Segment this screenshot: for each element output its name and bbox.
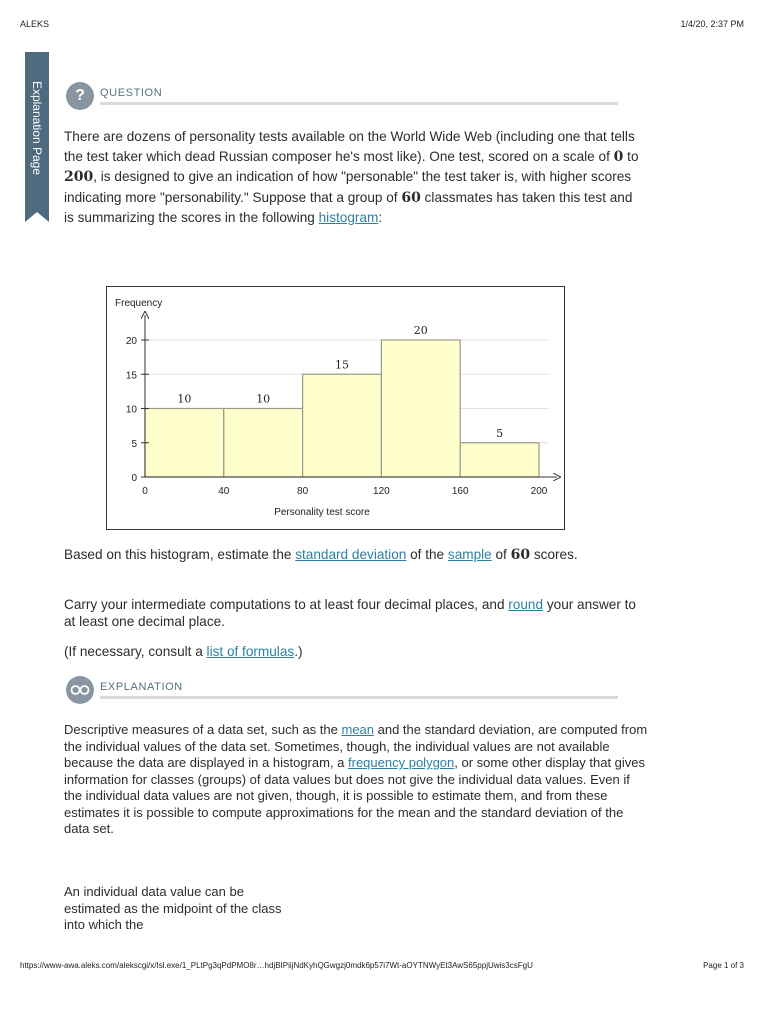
question-text: of the xyxy=(406,547,448,562)
x-tick-label: 200 xyxy=(530,486,548,497)
y-tick-label: 5 xyxy=(131,438,137,450)
y-tick-label: 0 xyxy=(131,473,137,484)
x-tick-label: 0 xyxy=(142,486,148,497)
math-zero: 0 xyxy=(613,148,624,165)
question-text: (If necessary, consult a xyxy=(64,644,207,659)
question-text: your answer to at least one decimal place. xyxy=(64,597,636,629)
explanation-section-header xyxy=(66,676,618,706)
question-text: : xyxy=(378,210,383,226)
standard-deviation-link[interactable]: standard deviation xyxy=(295,547,407,562)
bar-value-label: 15 xyxy=(335,358,349,372)
question-text: classmates has taken this test and is summarizing the scores in the following xyxy=(64,189,633,226)
explanation-paragraph-1 xyxy=(64,722,649,838)
glasses-icon xyxy=(66,676,94,704)
histogram-bar xyxy=(460,443,539,477)
bar-value-label: 10 xyxy=(177,392,192,406)
y-tick-label: 15 xyxy=(125,370,137,382)
x-axis-label: Personality test score xyxy=(274,507,370,518)
list-of-formulas-link[interactable]: list of formulas xyxy=(206,644,295,659)
header-app-name: ALEKS xyxy=(20,19,50,29)
math-sixty: 60 xyxy=(510,547,531,563)
mean-link[interactable]: mean xyxy=(341,722,374,737)
question-text: .) xyxy=(294,644,303,659)
question-text: of xyxy=(491,547,511,562)
explanation-paragraph-2: An individual data value can be estimated as the midpoint of the class into which the xyxy=(64,884,282,932)
question-text: to xyxy=(623,148,639,164)
explanation-text: Descriptive measures of a data set, such as the xyxy=(64,722,342,737)
question-text: scores. xyxy=(530,547,578,562)
y-tick-label: 10 xyxy=(125,404,137,416)
instruction-paragraph-1 xyxy=(64,545,644,566)
header-timestamp: 1/4/20, 2:37 PM xyxy=(680,19,744,29)
instruction-paragraph-3 xyxy=(64,642,644,662)
footer-url: https://www-awa.aleks.com/alekscgi/x/Isl.exe/1_PLtPg3qPdPMO8r…hdjBIPiijNdKyhQGwgzj0mdk6p57i7Wt-aOYTNWyEt3AwS65ppjUwis3csFgU xyxy=(20,961,533,970)
question-label: QUESTION xyxy=(100,87,163,99)
explanation-text: and the standard deviation, are computed from the individual values of the data set. Sometimes, though, the individual values are not available because the data are displayed in a histogram, a xyxy=(64,722,648,770)
frequency-polygon-link[interactable]: frequency polygon xyxy=(348,755,455,770)
histogram-chart xyxy=(106,286,565,530)
explanation-label: EXPLANATION xyxy=(100,681,183,693)
sample-link[interactable]: sample xyxy=(447,547,492,562)
question-text: , is designed to give an indication of how "personable" the test taker is, with higher scores indicating more "personability." Suppose that a group of xyxy=(64,169,632,205)
math-two-hundred: 200 xyxy=(64,169,94,186)
x-tick-label: 40 xyxy=(218,486,230,497)
x-tick-label: 120 xyxy=(373,486,390,497)
explanation-divider xyxy=(100,696,618,699)
histogram-svg xyxy=(107,287,564,529)
bar-value-label: 20 xyxy=(413,324,428,337)
math-sixty: 60 xyxy=(401,189,421,206)
y-axis-label: Frequency xyxy=(115,298,163,309)
round-link[interactable]: round xyxy=(508,597,544,612)
explanation-text: , or some other display that gives information for classes (groups) of data values but does not give the individual data values. Even if the individual data values are not given, though, it is possible to estimate them, and from these estimates it is possible to compute approximations for the mean and the standard deviation of the data set. xyxy=(64,755,646,836)
histogram-bar xyxy=(224,409,303,478)
question-mark-icon: ? xyxy=(66,82,94,110)
x-tick-label: 80 xyxy=(297,486,309,497)
x-tick-label: 160 xyxy=(451,486,469,497)
question-text: Carry your intermediate computations to at least four decimal places, and xyxy=(64,597,509,612)
question-text: Based on this histogram, estimate the xyxy=(64,547,296,562)
y-tick-label: 20 xyxy=(125,336,137,347)
question-section-header xyxy=(66,82,618,112)
bar-value-label: 5 xyxy=(496,426,504,440)
instruction-paragraph-2 xyxy=(64,596,644,630)
explanation-page-ribbon-label: Explanation Page xyxy=(30,80,44,176)
footer-page-number: Page 1 of 3 xyxy=(703,961,744,970)
histogram-link[interactable]: histogram xyxy=(318,210,379,226)
bar-value-label: 10 xyxy=(256,392,271,406)
question-divider xyxy=(100,102,618,105)
histogram-bar xyxy=(145,409,224,478)
explanation-page-ribbon-label-wrap xyxy=(25,52,49,212)
histogram-bar xyxy=(381,340,460,477)
question-paragraph xyxy=(64,127,644,228)
question-text: There are dozens of personality tests available on the World Wide Web (including one that tells the test taker which dead Russian composer he's most like). One test, scored on a scale of xyxy=(64,129,635,164)
histogram-bar xyxy=(303,374,382,477)
